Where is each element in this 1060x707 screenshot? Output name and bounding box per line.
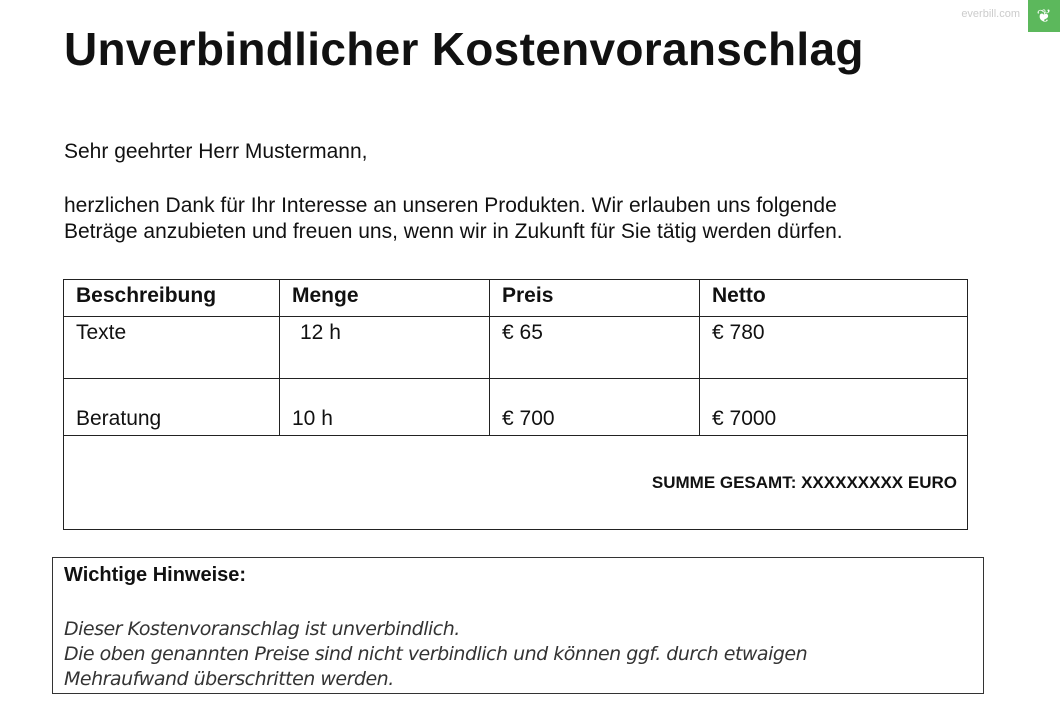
note-line: Mehraufwand überschritten werden. xyxy=(64,668,394,690)
cell: Texte xyxy=(64,317,280,379)
intro-line-1: herzlichen Dank für Ihr Interesse an unseren Produkten. Wir erlauben uns folgende xyxy=(64,194,837,217)
table-row xyxy=(64,379,968,436)
note-line: Die oben genannten Preise sind nicht verbindlich und können ggf. durch etwaigen xyxy=(64,643,808,665)
pea-logo-icon: ❦ xyxy=(1028,0,1060,32)
page-title: Unverbindlicher Kostenvoranschlag xyxy=(64,23,864,75)
table-row xyxy=(64,317,968,379)
cell: 12 h xyxy=(280,317,490,379)
cell: € 7000 xyxy=(700,379,968,436)
notes-box xyxy=(52,557,984,694)
intro-line-2: Beträge anzubieten und freuen uns, wenn wir in Zukunft für Sie tätig werden dürfen. xyxy=(64,220,843,243)
note-line: Dieser Kostenvoranschlag ist unverbindlich. xyxy=(64,618,460,640)
notes-title: Wichtige Hinweise: xyxy=(64,564,247,586)
watermark: everbill.com xyxy=(961,8,1020,20)
salutation: Sehr geehrter Herr Mustermann, xyxy=(64,140,368,163)
cell: Beratung xyxy=(64,379,280,436)
total: SUMME GESAMT: XXXXXXXXX EURO xyxy=(64,436,968,530)
cell: € 780 xyxy=(700,317,968,379)
cell: € 700 xyxy=(490,379,700,436)
header-cell: Menge xyxy=(280,280,490,317)
header-cell: Preis xyxy=(490,280,700,317)
header-cell: Beschreibung xyxy=(64,280,280,317)
total-row xyxy=(64,436,968,530)
header-cell: Netto xyxy=(700,280,968,317)
cell: € 65 xyxy=(490,317,700,379)
cell: 10 h xyxy=(280,379,490,436)
quote-table xyxy=(63,279,968,530)
table-header xyxy=(64,280,968,317)
